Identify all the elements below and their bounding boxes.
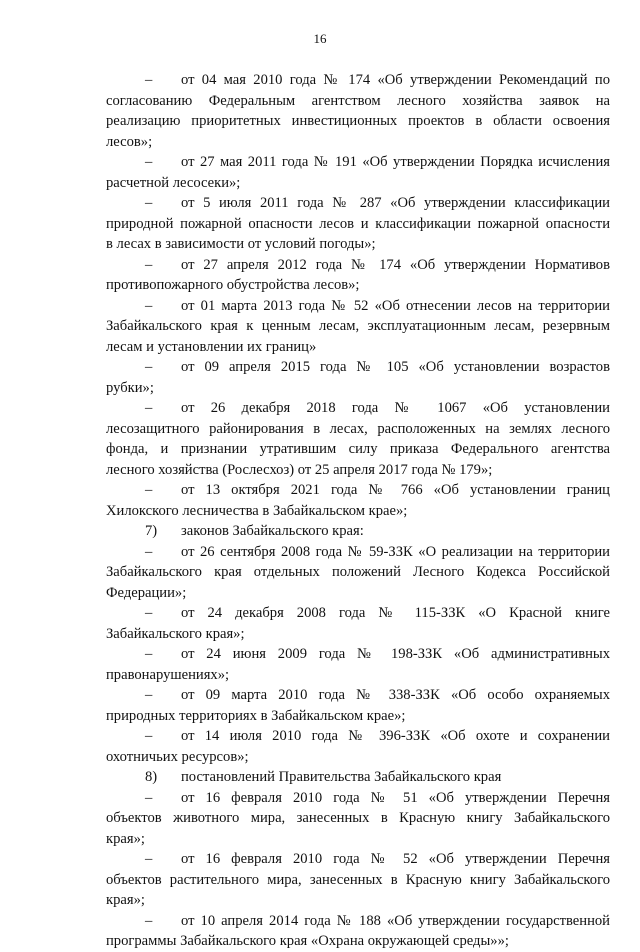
text-line [106, 726, 610, 747]
text-line [106, 747, 610, 768]
list-marker: 7) [145, 523, 158, 539]
text-line [106, 255, 610, 276]
list-item [106, 726, 610, 767]
line-text: рубки»; [106, 379, 154, 396]
text-line [106, 706, 610, 727]
line-text: объектов животного мира, занесенных в Красную книгу Забайкальского [106, 810, 610, 826]
line-text: законов Забайкальского края: [181, 523, 364, 539]
text-line [106, 132, 610, 153]
line-text: от 24 декабря 2008 года № 115-ЗЗК «О Красной книге [181, 605, 610, 621]
line-text: от 16 февраля 2010 года № 51 «Об утверждении Перечня [181, 789, 610, 806]
list-item [106, 70, 610, 152]
line-text: Забайкальского края к ценным лесам, эксплуатационным лесам, резервным [106, 318, 610, 334]
list-marker: – [145, 646, 153, 662]
line-text: объектов растительного мира, занесенных в Красную книгу Забайкальского [106, 871, 610, 888]
list-marker: – [145, 912, 153, 929]
line-text: лесов»; [106, 133, 153, 150]
text-line [106, 296, 610, 317]
line-text: от 04 мая 2010 года № 174 «Об утверждении Рекомендаций по [181, 72, 610, 88]
line-text: Забайкальского края»; [106, 625, 245, 642]
list-item [106, 398, 610, 480]
line-text: от 09 марта 2010 года № 338-ЗЗК «Об особо охраняемых [181, 687, 610, 703]
line-text: лесам и установлении их границ» [106, 338, 317, 355]
list-item [106, 296, 610, 358]
text-line [106, 439, 610, 460]
list-marker: 8) [145, 769, 158, 785]
text-line [106, 214, 610, 235]
text-line [106, 890, 610, 911]
list-marker: – [145, 851, 153, 867]
list-item [106, 480, 610, 521]
page-number: 16 [313, 31, 327, 46]
line-text: от 24 июня 2009 года № 198-ЗЗК «Об административных [181, 646, 610, 662]
text-line [106, 767, 610, 788]
list-marker: – [145, 482, 153, 498]
text-line [106, 337, 610, 358]
line-text: от 09 апреля 2015 года № 105 «Об установлении возрастов [181, 359, 610, 375]
line-text: расчетной лесосеки»; [106, 174, 241, 191]
text-line [106, 316, 610, 337]
line-text: от 26 декабря 2018 года № 1067 «Об установлении [181, 400, 610, 416]
line-text: от 5 июля 2011 года № 287 «Об утверждении классификации [181, 195, 610, 211]
list-marker: – [145, 195, 153, 211]
line-text: противопожарного обустройства лесов»; [106, 277, 360, 293]
line-text: края»; [106, 830, 145, 847]
list-marker: – [145, 359, 153, 375]
list-item [106, 911, 610, 952]
line-text: от 27 мая 2011 года № 191 «Об утверждении Порядка исчисления [181, 154, 610, 170]
list-item [106, 788, 610, 850]
text-line [106, 829, 610, 850]
line-text: охотничьих ресурсов»; [106, 748, 249, 765]
list-marker: – [145, 297, 153, 314]
line-text: края»; [106, 892, 145, 908]
text-line [106, 501, 610, 522]
text-line [106, 665, 610, 686]
text-line [106, 911, 610, 932]
line-text: от 16 февраля 2010 года № 52 «Об утверждении Перечня [181, 851, 610, 867]
text-line [106, 193, 610, 214]
text-line [106, 849, 610, 870]
list-marker: – [145, 605, 153, 621]
text-line [106, 685, 610, 706]
list-item [106, 685, 610, 726]
text-line [106, 521, 610, 542]
text-line [106, 562, 610, 583]
list-item [106, 152, 610, 193]
text-line [106, 931, 610, 952]
list-item [106, 849, 610, 911]
list-marker: – [145, 256, 153, 273]
text-line [106, 480, 610, 501]
text-line [106, 91, 610, 112]
list-marker: – [145, 728, 153, 744]
line-text: природной пожарной опасности лесов и классификации пожарной опасности [106, 215, 610, 232]
line-text: правонарушениях»; [106, 666, 230, 683]
list-marker: – [145, 789, 153, 806]
list-item [106, 542, 610, 604]
line-text: Хилокского лесничества в Забайкальском крае»; [106, 502, 408, 519]
line-text: программы Забайкальского края «Охрана окружающей среды»»; [106, 933, 509, 949]
line-text: лесного хозяйства (Рослесхоз) от 25 апреля 2017 года № 179»; [106, 461, 493, 478]
text-line [106, 234, 610, 255]
text-line [106, 70, 610, 91]
section-item [106, 521, 610, 542]
line-text: Федерации»; [106, 584, 187, 601]
line-text: от 14 июля 2010 года № 396-ЗЗК «Об охоте и сохранении [181, 728, 610, 744]
text-line [106, 870, 610, 891]
text-line [106, 460, 610, 481]
text-line [106, 419, 610, 440]
document-body [106, 70, 610, 952]
list-marker: – [145, 687, 153, 703]
line-text: лесозащитного районирования в лесах, расположенных на землях лесного [106, 420, 610, 437]
list-item [106, 357, 610, 398]
list-item [106, 644, 610, 685]
text-line [106, 398, 610, 419]
section-item [106, 767, 610, 788]
list-item [106, 255, 610, 296]
text-line [106, 378, 610, 399]
list-item [106, 603, 610, 644]
line-text: от 26 сентября 2008 года № 59-ЗЗК «О реализации на территории [181, 543, 610, 560]
list-marker: – [145, 543, 153, 560]
text-line [106, 152, 610, 173]
line-text: в лесах в зависимости от условий погоды»; [106, 236, 376, 252]
line-text: фонда, и признании утратившим силу приказа Федерального агентства [106, 441, 610, 457]
text-line [106, 644, 610, 665]
line-text: от 01 марта 2013 года № 52 «Об отнесении лесов на территории [181, 297, 610, 314]
list-marker: – [145, 400, 153, 416]
text-line [106, 583, 610, 604]
list-item [106, 193, 610, 255]
text-line [106, 275, 610, 296]
line-text: от 13 октября 2021 года № 766 «Об установлении границ [181, 482, 610, 498]
text-line [106, 624, 610, 645]
line-text: от 10 апреля 2014 года № 188 «Об утверждении государственной [181, 912, 610, 929]
text-line [106, 808, 610, 829]
text-line [106, 542, 610, 563]
line-text: реализацию приоритетных инвестиционных проектов в области освоения [106, 113, 610, 129]
line-text: природных территориях в Забайкальском крае»; [106, 707, 406, 724]
text-line [106, 788, 610, 809]
list-marker: – [145, 154, 153, 170]
line-text: согласованию Федеральным агентством лесного хозяйства заявок на [106, 92, 610, 109]
list-marker: – [145, 72, 153, 88]
line-text: от 27 апреля 2012 года № 174 «Об утверждении Нормативов [181, 256, 610, 273]
text-line [106, 173, 610, 194]
line-text: постановлений Правительства Забайкальского края [181, 769, 502, 785]
line-text: Забайкальского края отдельных положений Лесного Кодекса Российской [106, 564, 610, 580]
text-line [106, 603, 610, 624]
text-line [106, 357, 610, 378]
text-line [106, 111, 610, 132]
